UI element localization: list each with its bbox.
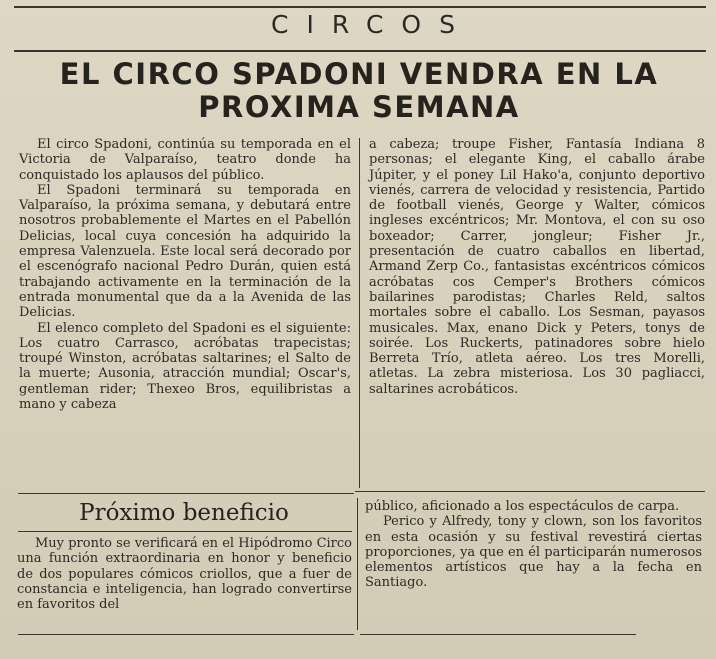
section-separator-rule: [355, 491, 705, 492]
paragraph: El Spadoni terminará su temporada en Valparaíso, la próxima semana, y debutará entre nosotros probablemente el Martes en el Pabellón Delicias, local cuya concesión ha adquirido la empresa Valenzuela. Este local será decorado por el escenógrafo nacional Pedro Durán, quien está trabajando activamente en la terminación de la entrada monumental que da a la Avenida de las Delicias.: [19, 182, 351, 321]
paragraph: El circo Spadoni, continúa su temporada en el Victoria de Valparaíso, teatro donde ha conquistado los aplausos del público.: [19, 137, 351, 183]
paragraph: El elenco completo del Spadoni es el siguiente: Los cuatro Carrasco, acróbatas trapecistas; troupé Winston, acróbatas saltarines; el Salto de la muerte; Ausonia, atracción mundial; Oscar's, gentleman rider; Thexeo Bros, equilibristas a mano y cabeza: [19, 320, 351, 413]
section-separator-rule: [18, 493, 354, 494]
section-title: CIRCOS: [271, 10, 473, 39]
headline: [14, 58, 704, 124]
article-column-1: [19, 137, 351, 412]
headline-line-1: EL CIRCO SPADONI VENDRA EN LA: [59, 57, 659, 91]
sub-title-rule: [18, 531, 352, 532]
column-divider: [357, 498, 358, 630]
sub-article-column-2: [365, 499, 702, 591]
article-column-2: [369, 137, 705, 397]
column-divider: [359, 138, 360, 488]
sub-article-title: Próximo beneficio: [79, 500, 289, 526]
paragraph: Muy pronto se verificará en el Hipódromo Circo una función extraordinaria en honor y beneficio de dos populares cómicos criollos, que a fuer de constancia e inteligencia, han logrado convertirse en favoritos del: [17, 536, 352, 613]
section-rule: [14, 50, 706, 52]
paragraph: Perico y Alfredy, tony y clown, son los favoritos en esta ocasión y su festival revestirá ciertas proporciones, ya que en él participarán numerosos elementos artísticos que hay a la fecha en Santiago.: [365, 514, 702, 591]
top-rule: [14, 6, 706, 8]
bottom-rule: [360, 634, 636, 635]
headline-line-2: PROXIMA SEMANA: [198, 90, 520, 124]
bottom-rule: [18, 634, 354, 635]
sub-article-column-1: [17, 536, 352, 612]
paragraph: público, aficionado a los espectáculos de carpa.: [365, 499, 680, 514]
paragraph: a cabeza; troupe Fisher, Fantasía Indiana 8 personas; el elegante King, el caballo árabe Júpiter, y el poney Lil Hako'a, conjunto deportivo vienés, carrera de velocidad y resistencia, Partido de football vienés, George y Walter, cómicos ingleses excéntricos; Mr. Montova, el con su oso boxeador; Carrer, jongleur; Fisher Jr., presentación de cuatro caballos en libertad, Armand Zerp Co., fantasistas excéntricos cómicos acróbatas cos Cemper's Brothers cómicos bailarines parodistas; Charles Reld, saltos mortales sobre el caballo. Los Sesman, payasos musicales. Max, enano Dick y Peters, tonys de soirée. Los Ruckerts, patinadores sobre hielo Berreta Trío, atleta aéreo. Los tres Morelli, atletas. La zebra misteriosa. Los 30 pagliacci, saltarines acrobáticos.: [369, 137, 705, 397]
